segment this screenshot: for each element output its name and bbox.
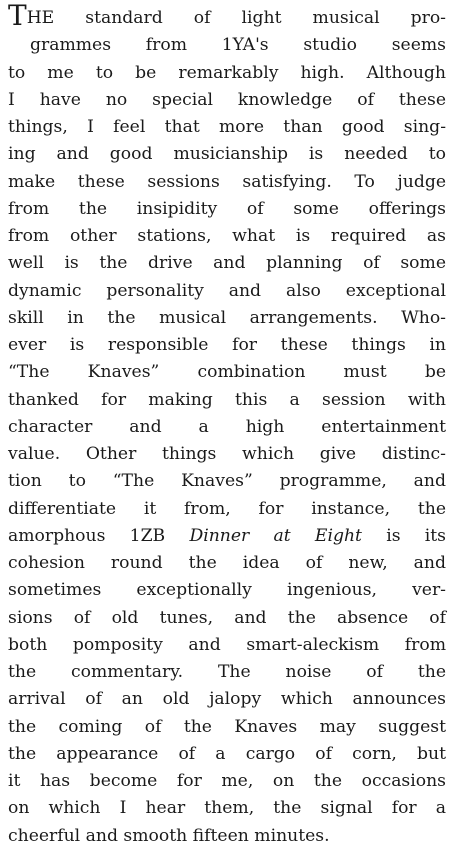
article-line-31: cheerful and smooth fifteen minutes. — [8, 825, 330, 846]
drop-cap: T — [8, 0, 27, 32]
article-line-6: ing and good musicianship is needed to — [8, 144, 446, 165]
article-line-5: things, I feel that more than good sing- — [8, 117, 446, 137]
article-line-1 — [8, 0, 446, 32]
article-line-19: differentiate it from, for instance, the — [8, 498, 446, 519]
article-column — [8, 0, 446, 850]
article-line-25: the commentary. The noise of the — [8, 662, 446, 682]
article-line-13: ever is responsible for these things in — [8, 335, 446, 355]
article-line-15: thanked for making this a session with — [8, 389, 446, 410]
article-line-10: well is the drive and planning of some — [8, 253, 446, 274]
programme-title: Dinner at Eight — [189, 525, 362, 546]
article-line-29: it has become for me, on the occasions — [8, 771, 446, 791]
article-line-30: on which I hear them, the signal for a — [8, 798, 446, 819]
article-line-20 — [8, 523, 446, 550]
article-line-4: I have no special knowledge of these — [8, 89, 446, 110]
line-text: HE standard of light musical pro- — [26, 8, 446, 28]
line-text-after: is its — [361, 525, 446, 546]
article-line-23: sions of old tunes, and the absence of — [8, 607, 446, 628]
article-line-12: skill in the musical arrangements. Who- — [8, 307, 446, 328]
article-line-3: to me to be remarkably high. Although — [8, 62, 446, 83]
article-line-26: arrival of an old jalopy which announces — [8, 689, 446, 710]
article-line-7: make these sessions satisfying. To judge — [8, 171, 446, 192]
article-line-2: grammes from 1YA's studio seems — [30, 35, 446, 56]
line-text-before: amorphous 1ZB — [8, 525, 190, 546]
article-line-18: tion to “The Knaves” programme, and — [8, 471, 446, 492]
article-line-8: from the insipidity of some offerings — [8, 198, 446, 219]
article-line-9: from other stations, what is required as — [8, 226, 446, 246]
article-line-11: dynamic personality and also exceptional — [8, 280, 446, 301]
article-line-27: the coming of the Knaves may suggest — [8, 716, 446, 737]
article-line-22: sometimes exceptionally ingenious, ver- — [8, 580, 446, 601]
article-line-17: value. Other things which give distinc- — [8, 444, 446, 464]
article-line-28: the appearance of a cargo of corn, but — [8, 743, 446, 764]
article-line-21: cohesion round the idea of new, and — [8, 553, 446, 573]
article-line-14: “The Knaves” combination must be — [8, 362, 446, 383]
article-line-16: character and a high entertainment — [8, 416, 446, 437]
article-line-24: both pomposity and smart-aleckism from — [8, 634, 446, 655]
